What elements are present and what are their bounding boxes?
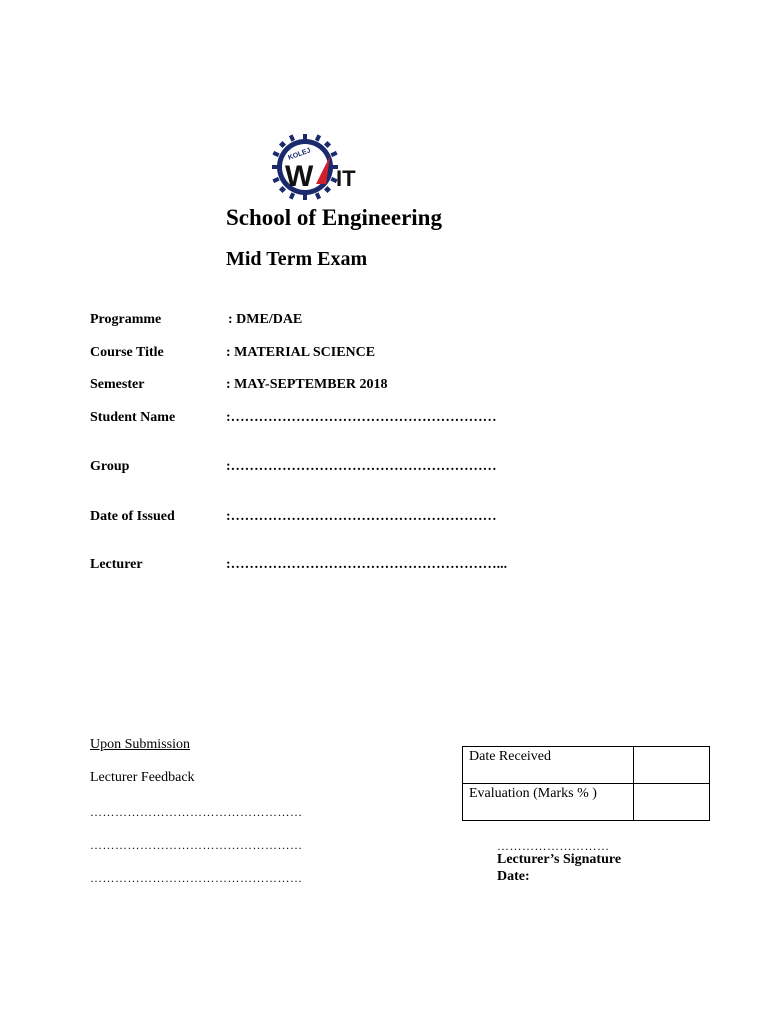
logo-top-text: KOLEJ: [287, 147, 312, 162]
school-title: School of Engineering: [226, 205, 442, 230]
field-value-group[interactable]: :…………………………………………………: [226, 459, 497, 474]
field-label-course-title: Course Title: [90, 345, 164, 360]
table-row: [463, 747, 710, 784]
feedback-label: Lecturer Feedback: [90, 770, 195, 785]
submission-heading: Upon Submission: [90, 737, 190, 752]
field-value-semester: : MAY-SEPTEMBER 2018: [226, 377, 388, 392]
field-value-course-title: : MATERIAL SCIENCE: [226, 345, 376, 360]
date-received-cell[interactable]: [634, 747, 710, 784]
evaluation-cell[interactable]: [634, 784, 710, 821]
evaluation-table: [462, 746, 710, 821]
field-value-programme: : DME/DAE: [228, 312, 303, 327]
feedback-line-3[interactable]: ……………………………………………: [90, 871, 303, 885]
field-label-student-name: Student Name: [90, 410, 176, 425]
logo-suffix: IT: [336, 166, 356, 191]
feedback-line-1[interactable]: ……………………………………………: [90, 805, 303, 819]
field-label-semester: Semester: [90, 377, 145, 392]
exam-title: Mid Term Exam: [226, 248, 368, 270]
college-logo: [272, 134, 372, 200]
field-value-lecturer[interactable]: :…………………………………………………...: [226, 557, 508, 572]
field-label-group: Group: [90, 459, 130, 474]
field-label-date-of-issued: Date of Issued: [90, 509, 175, 524]
field-label-lecturer: Lecturer: [90, 557, 143, 572]
table-row: [463, 784, 710, 821]
date-received-label: Date Received: [463, 747, 634, 784]
feedback-line-2[interactable]: ……………………………………………: [90, 838, 303, 852]
field-value-student-name[interactable]: :…………………………………………………: [226, 410, 497, 425]
evaluation-label: Evaluation (Marks % ): [463, 784, 634, 821]
signature-label: Lecturer’s Signature: [497, 852, 622, 867]
field-label-programme: Programme: [90, 312, 162, 327]
logo-mark: W: [285, 160, 314, 193]
field-value-date-of-issued[interactable]: :…………………………………………………: [226, 509, 497, 524]
signature-line[interactable]: ………………………: [497, 839, 610, 853]
signature-date-label: Date:: [497, 869, 530, 884]
